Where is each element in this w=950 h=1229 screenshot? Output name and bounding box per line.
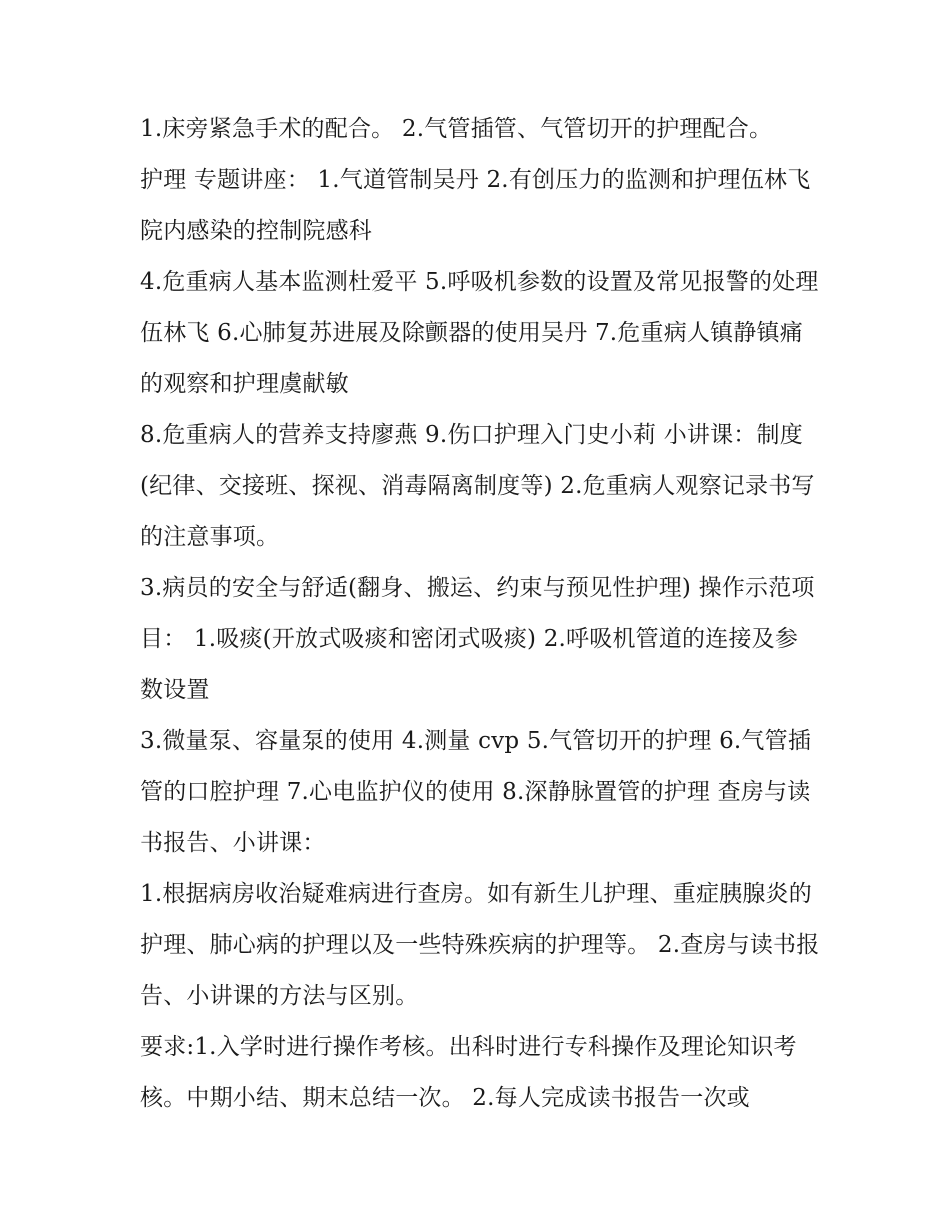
paragraph-safety-and-demonstrations: 3.病员的安全与舒适(翻身、搬运、约束与预见性护理) 操作示范项目： 1.吸痰(开放式吸痰和密闭式吸痰) 2.呼吸机管道的连接及参数设置 [140,575,815,703]
paragraph-ward-rounds: 1.根据病房收治疑难病进行查房。如有新生儿护理、重症胰腺炎的护理、肺心病的护理以及一些特殊疾病的护理等。 2.查房与读书报告、小讲课的方法与区别。 [140,881,820,1009]
paragraph-pump-and-procedures: 3.微量泵、容量泵的使用 4.测量 cvp 5.气管切开的护理 6.气管插管的口腔护理 7.心电监护仪的使用 8.深静脉置管的护理 查房与读书报告、小讲课： [140,728,812,856]
paragraph-surgery-cooperation: 1.床旁紧急手术的配合。 2.气管插管、气管切开的护理配合。 [140,116,773,142]
document-body [140,104,820,1124]
paragraph-nutrition-and-small-lectures: 8.危重病人的营养支持廖燕 9.伤口护理入门史小莉 小讲课：制度(纪律、交接班、探视、消毒隔离制度等) 2.危重病人观察记录书写的注意事项。 [140,422,815,550]
paragraph-nursing-lectures: 护理 专题讲座： 1.气道管制吴丹 2.有创压力的监测和护理伍林飞 院内感染的控制院感科 [140,167,811,244]
paragraph-requirements: 要求:1.入学时进行操作考核。出科时进行专科操作及理论知识考核。中期小结、期末总结一次。 2.每人完成读书报告一次或 [140,1034,797,1111]
paragraph-critical-monitoring: 4.危重病人基本监测杜爱平 5.呼吸机参数的设置及常见报警的处理伍林飞 6.心肺复苏进展及除颤器的使用吴丹 7.危重病人镇静镇痛的观察和护理虞献敏 [140,269,819,397]
